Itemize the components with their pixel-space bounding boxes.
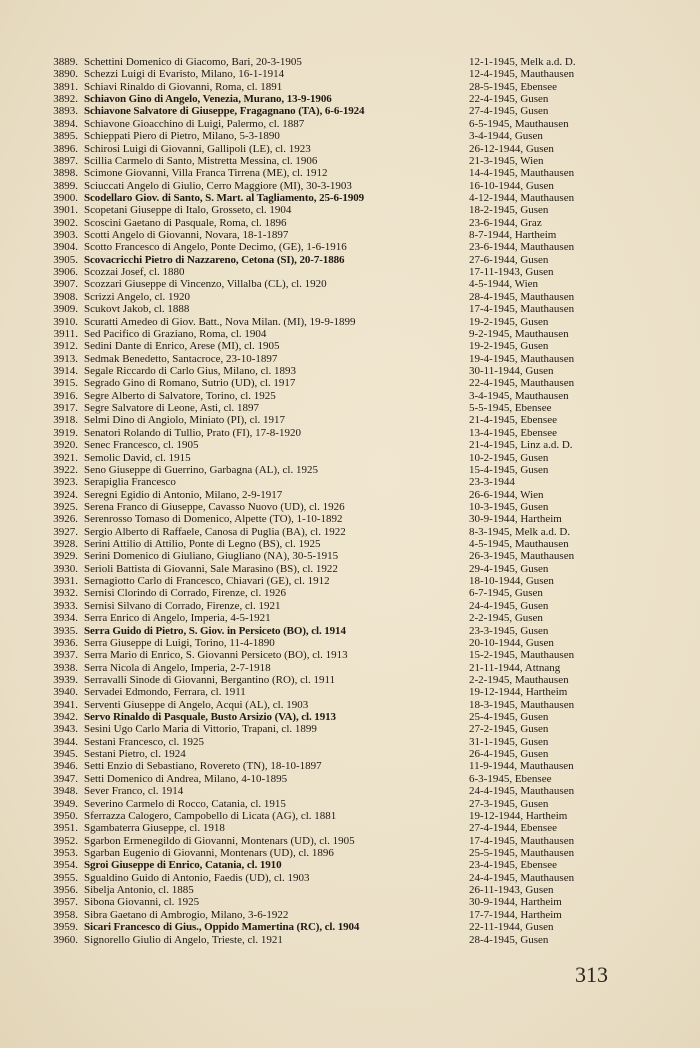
entry-death-date-place: 10-3-1945, Gusen bbox=[469, 500, 549, 513]
list-item bbox=[44, 798, 684, 810]
entry-description: Servadei Edmondo, Ferrara, cl. 1911 bbox=[84, 686, 246, 699]
entry-death-date-place: 30-9-1944, Hartheim bbox=[469, 896, 562, 909]
list-item bbox=[44, 662, 684, 674]
entry-description: Scillia Carmelo di Santo, Mistretta Messina, cl. 1906 bbox=[84, 154, 318, 167]
entry-number: 3900. bbox=[53, 191, 78, 204]
entry-number: 3957. bbox=[53, 896, 78, 909]
list-item bbox=[44, 278, 684, 290]
entry-number: 3931. bbox=[53, 575, 78, 588]
entry-description: Schezzi Luigi di Evaristo, Milano, 16-1-1914 bbox=[84, 68, 285, 81]
entry-description: Scopetani Giuseppe di Italo, Grosseto, cl. 1904 bbox=[84, 204, 292, 217]
list-item bbox=[44, 105, 684, 117]
list-item bbox=[44, 625, 684, 637]
entry-death-date-place: 23-3-1944 bbox=[469, 476, 515, 489]
entry-number: 3896. bbox=[53, 142, 78, 155]
list-item bbox=[44, 291, 684, 303]
list-item bbox=[44, 835, 684, 847]
entry-description: Servo Rinaldo di Pasquale, Busto Arsizio (VA), cl. 1913 bbox=[84, 711, 336, 724]
entry-description: Sergio Alberto di Raffaele, Canosa di Puglia (BA), cl. 1922 bbox=[84, 525, 346, 538]
entry-number: 3934. bbox=[53, 612, 78, 625]
entry-description: Segre Alberto di Salvatore, Torino, cl. 1925 bbox=[84, 389, 276, 402]
entry-death-date-place: 25-4-1945, Gusen bbox=[469, 711, 549, 724]
entry-description: Sestani Pietro, cl. 1924 bbox=[84, 748, 186, 761]
entry-description: Sernagiotto Carlo di Francesco, Chiavari (GE), cl. 1912 bbox=[84, 575, 330, 588]
entry-description: Sever Franco, cl. 1914 bbox=[84, 785, 184, 798]
list-item bbox=[44, 303, 684, 315]
entry-number: 3953. bbox=[53, 847, 78, 859]
entry-description: Serra Enrico di Angelo, Imperia, 4-5-1921 bbox=[84, 612, 271, 625]
entry-death-date-place: 27-6-1944, Gusen bbox=[469, 253, 549, 266]
entry-number: 3939. bbox=[53, 673, 78, 686]
list-item bbox=[44, 921, 684, 933]
entry-death-date-place: 19-2-1945, Gusen bbox=[469, 315, 549, 328]
entry-death-date-place: 27-3-1945, Gusen bbox=[469, 797, 549, 810]
entry-number: 3890. bbox=[53, 68, 78, 81]
entry-description: Serini Domenico di Giuliano, Giugliano (NA), 30-5-1915 bbox=[84, 550, 339, 563]
entry-description: Signorello Giulio di Angelo, Trieste, cl. 1921 bbox=[84, 933, 283, 946]
entry-death-date-place: 17-11-1943, Gusen bbox=[469, 266, 554, 279]
entry-death-date-place: 10-2-1945, Gusen bbox=[469, 451, 549, 464]
entry-description: Scukovt Jakob, cl. 1888 bbox=[84, 303, 190, 316]
list-item bbox=[44, 810, 684, 822]
entry-description: Scrizzi Angelo, cl. 1920 bbox=[84, 290, 191, 303]
entry-death-date-place: 5-5-1945, Ebensee bbox=[469, 402, 552, 415]
entry-description: Setti Domenico di Andrea, Milano, 4-10-1895 bbox=[84, 772, 288, 785]
entry-death-date-place: 26-6-1944, Wien bbox=[469, 488, 544, 501]
entry-death-date-place: 21-4-1945, Linz a.d. D. bbox=[469, 439, 573, 452]
entry-number: 3954. bbox=[53, 859, 78, 872]
list-item bbox=[44, 204, 684, 216]
list-item bbox=[44, 167, 684, 179]
entry-description: Sferrazza Calogero, Campobello di Licata (AG), cl. 1881 bbox=[84, 809, 337, 822]
entry-death-date-place: 15-4-1945, Gusen bbox=[469, 463, 549, 476]
entry-death-date-place: 6-7-1945, Gusen bbox=[469, 587, 543, 600]
entry-number: 3952. bbox=[53, 834, 78, 847]
list-item bbox=[44, 414, 684, 426]
entry-death-date-place: 15-2-1945, Mauthausen bbox=[469, 649, 575, 662]
entry-number: 3933. bbox=[53, 599, 78, 612]
entry-death-date-place: 27-4-1944, Ebensee bbox=[469, 822, 557, 835]
entry-number: 3946. bbox=[53, 760, 78, 773]
entry-number: 3932. bbox=[53, 587, 78, 600]
entry-death-date-place: 19-2-1945, Gusen bbox=[469, 340, 549, 353]
entry-description: Sed Pacifico di Graziano, Roma, cl. 1904 bbox=[84, 327, 267, 340]
entry-number: 3944. bbox=[53, 735, 78, 748]
entry-death-date-place: 31-1-1945, Gusen bbox=[469, 735, 549, 748]
entry-description: Schiavi Rinaldo di Giovanni, Roma, cl. 1891 bbox=[84, 80, 283, 93]
entry-number: 3894. bbox=[53, 117, 78, 130]
list-item bbox=[44, 266, 684, 278]
list-item bbox=[44, 464, 684, 476]
entry-number: 3922. bbox=[53, 463, 78, 476]
list-item bbox=[44, 711, 684, 723]
entry-number: 3906. bbox=[53, 266, 78, 279]
list-item bbox=[44, 612, 684, 624]
list-item bbox=[44, 587, 684, 599]
entry-death-date-place: 23-6-1944, Graz bbox=[469, 216, 542, 229]
list-item bbox=[44, 513, 684, 525]
entry-death-date-place: 4-12-1944, Mauthausen bbox=[469, 191, 575, 204]
list-item bbox=[44, 377, 684, 389]
entry-death-date-place: 12-4-1945, Mauthausen bbox=[469, 68, 575, 81]
list-item bbox=[44, 93, 684, 105]
entry-number: 3941. bbox=[53, 698, 78, 711]
list-item bbox=[44, 550, 684, 562]
entry-description: Sestani Francesco, cl. 1925 bbox=[84, 735, 205, 748]
entry-number: 3903. bbox=[53, 229, 78, 242]
entry-number: 3921. bbox=[53, 451, 78, 464]
list-item bbox=[44, 501, 684, 513]
list-item bbox=[44, 439, 684, 451]
list-item bbox=[44, 143, 684, 155]
entry-number: 3918. bbox=[53, 414, 78, 427]
list-item bbox=[44, 723, 684, 735]
entry-death-date-place: 30-11-1944, Gusen bbox=[469, 364, 554, 377]
entry-death-date-place: 2-2-1945, Mauthausen bbox=[469, 673, 569, 686]
list-item bbox=[44, 563, 684, 575]
entry-number: 3911. bbox=[53, 327, 78, 340]
entry-description: Serra Guido di Pietro, S. Giov. in Persiceto (BO), cl. 1914 bbox=[84, 624, 346, 637]
entry-description: Schirosi Luigi di Giovanni, Gallipoli (LE), cl. 1923 bbox=[84, 142, 311, 155]
list-item bbox=[44, 365, 684, 377]
entry-description: Serravalli Sinode di Giovanni, Bergantino (RO), cl. 1911 bbox=[84, 673, 336, 686]
entry-number: 3948. bbox=[53, 785, 78, 798]
entry-number: 3945. bbox=[53, 748, 78, 761]
list-item bbox=[44, 489, 684, 501]
list-item bbox=[44, 822, 684, 834]
entry-number: 3956. bbox=[53, 884, 78, 897]
entry-number: 3949. bbox=[53, 797, 78, 810]
list-item bbox=[44, 155, 684, 167]
entry-death-date-place: 19-12-1944, Hartheim bbox=[469, 686, 568, 699]
entry-description: Schieppati Piero di Pietro, Milano, 5-3-1890 bbox=[84, 130, 280, 143]
entry-description: Sgualdino Guido di Antonio, Faedis (UD), cl. 1903 bbox=[84, 871, 310, 884]
entry-death-date-place: 18-3-1945, Mauthausen bbox=[469, 698, 575, 711]
entry-description: Scoscini Gaetano di Pasquale, Roma, cl. 1896 bbox=[84, 216, 287, 229]
entry-death-date-place: 26-11-1943, Gusen bbox=[469, 884, 554, 897]
entry-death-date-place: 20-10-1944, Gusen bbox=[469, 636, 554, 649]
entry-death-date-place: 22-4-1945, Gusen bbox=[469, 93, 549, 106]
entry-description: Segale Riccardo di Carlo Gius, Milano, cl. 1893 bbox=[84, 364, 297, 377]
entry-description: Sicari Francesco di Gius., Oppido Mamertina (RC), cl. 1904 bbox=[84, 921, 360, 934]
entry-death-date-place: 24-4-1945, Mauthausen bbox=[469, 871, 575, 884]
entry-description: Senec Francesco, cl. 1905 bbox=[84, 439, 199, 452]
entry-description: Serra Giuseppe di Luigi, Torino, 11-4-1890 bbox=[84, 636, 275, 649]
entry-description: Schettini Domenico di Giacomo, Bari, 20-3-1905 bbox=[84, 56, 302, 68]
entry-death-date-place: 16-10-1944, Gusen bbox=[469, 179, 554, 192]
entry-number: 3936. bbox=[53, 636, 78, 649]
entry-number: 3913. bbox=[53, 352, 78, 365]
entry-description: Setti Enzio di Sebastiano, Rovereto (TN), 18-10-1897 bbox=[84, 760, 322, 773]
list-item bbox=[44, 81, 684, 93]
entry-death-date-place: 17-4-1945, Mauthausen bbox=[469, 303, 575, 316]
entry-description: Scodellaro Giov. di Santo, S. Mart. al Tagliamento, 25-6-1909 bbox=[84, 191, 365, 204]
entry-description: Serra Mario di Enrico, S. Giovanni Persiceto (BO), cl. 1913 bbox=[84, 649, 348, 662]
entry-description: Selmi Dino di Angiolo, Miniato (PI), cl. 1917 bbox=[84, 414, 286, 427]
list-item bbox=[44, 229, 684, 241]
entry-death-date-place: 13-4-1945, Ebensee bbox=[469, 426, 557, 439]
page-number: 313 bbox=[575, 962, 608, 987]
entry-number: 3930. bbox=[53, 562, 78, 575]
list-item bbox=[44, 909, 684, 921]
entry-description: Serini Attilio di Attilio, Ponte di Legno (BS), cl. 1925 bbox=[84, 538, 321, 551]
entry-death-date-place: 6-5-1945, Mauthausen bbox=[469, 117, 569, 130]
entry-description: Sibelja Antonio, cl. 1885 bbox=[84, 884, 194, 897]
list-item bbox=[44, 872, 684, 884]
list-item bbox=[44, 68, 684, 80]
entry-number: 3960. bbox=[53, 933, 78, 946]
entry-death-date-place: 6-3-1945, Ebensee bbox=[469, 772, 552, 785]
entry-number: 3938. bbox=[53, 661, 78, 674]
entry-death-date-place: 27-4-1945, Gusen bbox=[469, 105, 549, 118]
list-item bbox=[44, 736, 684, 748]
list-item bbox=[44, 884, 684, 896]
entry-death-date-place: 12-1-1945, Melk a.d. D. bbox=[469, 56, 576, 68]
entry-death-date-place: 23-3-1945, Gusen bbox=[469, 624, 549, 637]
list-item bbox=[44, 476, 684, 488]
entry-number: 3919. bbox=[53, 426, 78, 439]
entry-death-date-place: 30-9-1944, Hartheim bbox=[469, 513, 562, 526]
entry-death-date-place: 19-12-1944, Hartheim bbox=[469, 809, 568, 822]
list-item bbox=[44, 56, 684, 68]
list-item bbox=[44, 686, 684, 698]
list-item bbox=[44, 896, 684, 908]
list-item bbox=[44, 538, 684, 550]
entry-description: Scuratti Amedeo di Giov. Batt., Nova Milan. (MI), 19-9-1899 bbox=[84, 315, 356, 328]
entry-description: Segrado Gino di Romano, Sutrio (UD), cl. 1917 bbox=[84, 377, 296, 390]
entry-number: 3908. bbox=[53, 290, 78, 303]
entry-number: 3892. bbox=[53, 93, 78, 106]
entry-number: 3897. bbox=[53, 154, 78, 167]
entry-description: Serena Franco di Giuseppe, Cavasso Nuovo (UD), cl. 1926 bbox=[84, 500, 345, 513]
list-item bbox=[44, 241, 684, 253]
entry-description: Scotto Francesco di Angelo, Ponte Decimo, (GE), 1-6-1916 bbox=[84, 241, 347, 254]
entry-death-date-place: 18-2-1945, Gusen bbox=[469, 204, 549, 217]
entry-number: 3929. bbox=[53, 550, 78, 563]
entry-description: Seno Giuseppe di Guerrino, Garbagna (AL), cl. 1925 bbox=[84, 463, 318, 476]
entry-description: Serventi Giuseppe di Angelo, Acqui (AL), cl. 1903 bbox=[84, 698, 309, 711]
list-item bbox=[44, 353, 684, 365]
entry-number: 3917. bbox=[53, 402, 78, 415]
entry-description: Sernisi Clorindo di Corrado, Firenze, cl. 1926 bbox=[84, 587, 286, 600]
entry-death-date-place: 4-5-1944, Wien bbox=[469, 278, 539, 291]
entry-number: 3904. bbox=[53, 241, 78, 254]
entry-number: 3920. bbox=[53, 439, 78, 452]
entry-number: 3925. bbox=[53, 500, 78, 513]
entry-description: Scotti Angelo di Giovanni, Novara, 18-1-1897 bbox=[84, 229, 289, 242]
list-item bbox=[44, 847, 684, 859]
list-item bbox=[44, 526, 684, 538]
entry-number: 3891. bbox=[53, 80, 78, 93]
entry-description: Scozzari Giuseppe di Vincenzo, Villalba (CL), cl. 1920 bbox=[84, 278, 327, 291]
list-item bbox=[44, 180, 684, 192]
entry-description: Serenrosso Tomaso di Domenico, Alpette (TO), 1-10-1892 bbox=[84, 513, 343, 526]
entry-description: Seregni Egidio di Antonio, Milano, 2-9-1917 bbox=[84, 488, 283, 501]
list-item bbox=[44, 390, 684, 402]
entry-number: 3895. bbox=[53, 130, 78, 143]
entry-description: Scimone Giovanni, Villa Franca Tirrena (ME), cl. 1912 bbox=[84, 167, 328, 180]
entry-death-date-place: 17-4-1945, Mauthausen bbox=[469, 834, 575, 847]
list-item bbox=[44, 118, 684, 130]
list-item bbox=[44, 316, 684, 328]
entry-number: 3907. bbox=[53, 278, 78, 291]
entry-list bbox=[44, 56, 684, 946]
entry-number: 3943. bbox=[53, 723, 78, 736]
entry-number: 3951. bbox=[53, 822, 78, 835]
entry-description: Severino Carmelo di Rocco, Catania, cl. 1915 bbox=[84, 797, 286, 810]
list-item bbox=[44, 637, 684, 649]
list-item bbox=[44, 130, 684, 142]
entry-number: 3923. bbox=[53, 476, 78, 489]
entry-number: 3924. bbox=[53, 488, 78, 501]
entry-death-date-place: 22-4-1945, Mauthausen bbox=[469, 377, 575, 390]
entry-number: 3915. bbox=[53, 377, 78, 390]
entry-death-date-place: 29-4-1945, Gusen bbox=[469, 562, 549, 575]
list-item bbox=[44, 674, 684, 686]
entry-description: Sesini Ugo Carlo Maria di Vittorio, Trapani, cl. 1899 bbox=[84, 723, 317, 736]
entry-number: 3912. bbox=[53, 340, 78, 353]
entry-number: 3889. bbox=[53, 56, 78, 68]
entry-death-date-place: 8-7-1944, Hartheim bbox=[469, 229, 557, 242]
entry-description: Sibra Gaetano di Ambrogio, Milano, 3-6-1922 bbox=[84, 908, 289, 921]
entry-description: Sgarban Eugenio di Giovanni, Montenars (UD), cl. 1896 bbox=[84, 847, 334, 859]
list-item bbox=[44, 452, 684, 464]
list-item bbox=[44, 773, 684, 785]
entry-description: Sedini Dante di Enrico, Arese (MI), cl. 1905 bbox=[84, 340, 280, 353]
entry-number: 3902. bbox=[53, 216, 78, 229]
entry-death-date-place: 19-4-1945, Mauthausen bbox=[469, 352, 575, 365]
entry-death-date-place: 28-5-1945, Ebensee bbox=[469, 80, 557, 93]
entry-number: 3914. bbox=[53, 364, 78, 377]
entry-death-date-place: 9-2-1945, Mauthausen bbox=[469, 327, 569, 340]
entry-death-date-place: 14-4-1945, Mauthausen bbox=[469, 167, 575, 180]
entry-number: 3901. bbox=[53, 204, 78, 217]
list-item bbox=[44, 748, 684, 760]
entry-death-date-place: 27-2-1945, Gusen bbox=[469, 723, 549, 736]
entry-description: Sgroi Giuseppe di Enrico, Catania, cl. 1910 bbox=[84, 859, 282, 872]
entry-death-date-place: 28-4-1945, Gusen bbox=[469, 933, 549, 946]
entry-description: Segre Salvatore di Leone, Asti, cl. 1897 bbox=[84, 402, 260, 415]
entry-death-date-place: 26-4-1945, Gusen bbox=[469, 748, 549, 761]
entry-death-date-place: 18-10-1944, Gusen bbox=[469, 575, 554, 588]
entry-number: 3942. bbox=[53, 711, 78, 724]
entry-death-date-place: 3-4-1944, Gusen bbox=[469, 130, 543, 143]
list-item bbox=[44, 934, 684, 946]
entry-death-date-place: 26-12-1944, Gusen bbox=[469, 142, 554, 155]
list-item bbox=[44, 699, 684, 711]
entry-number: 3947. bbox=[53, 772, 78, 785]
entry-description: Sgambaterra Giuseppe, cl. 1918 bbox=[84, 822, 225, 835]
entry-number: 3937. bbox=[53, 649, 78, 662]
entry-number: 3926. bbox=[53, 513, 78, 526]
entry-description: Sernisi Silvano di Corrado, Firenze, cl. 1921 bbox=[84, 599, 281, 612]
entry-number: 3927. bbox=[53, 525, 78, 538]
entry-number: 3955. bbox=[53, 871, 78, 884]
entry-death-date-place: 3-4-1945, Mauthausen bbox=[469, 389, 569, 402]
entry-death-date-place: 8-3-1945, Melk a.d. D. bbox=[469, 525, 571, 538]
list-item bbox=[44, 340, 684, 352]
entry-description: Scozzai Josef, cl. 1880 bbox=[84, 266, 185, 279]
entry-number: 3898. bbox=[53, 167, 78, 180]
entry-number: 3935. bbox=[53, 624, 78, 637]
entry-death-date-place: 23-4-1945, Ebensee bbox=[469, 859, 557, 872]
entry-number: 3958. bbox=[53, 908, 78, 921]
entry-description: Semolic David, cl. 1915 bbox=[84, 451, 191, 464]
entry-description: Sciuccati Angelo di Giulio, Cerro Maggiore (MI), 30-3-1903 bbox=[84, 179, 352, 192]
list-item bbox=[44, 402, 684, 414]
entry-death-date-place: 28-4-1945, Mauthausen bbox=[469, 290, 575, 303]
list-item bbox=[44, 192, 684, 204]
entry-number: 3928. bbox=[53, 538, 78, 551]
list-item bbox=[44, 785, 684, 797]
entry-description: Serra Nicola di Angelo, Imperia, 2-7-1918 bbox=[84, 661, 271, 674]
entry-death-date-place: 4-5-1945, Mauthausen bbox=[469, 538, 569, 551]
entry-death-date-place: 26-3-1945, Mauthausen bbox=[469, 550, 575, 563]
entry-number: 3893. bbox=[53, 105, 78, 118]
list-item bbox=[44, 254, 684, 266]
list-item bbox=[44, 649, 684, 661]
entry-number: 3905. bbox=[53, 253, 78, 266]
entry-death-date-place: 24-4-1945, Gusen bbox=[469, 599, 549, 612]
list-item bbox=[44, 600, 684, 612]
entry-number: 3909. bbox=[53, 303, 78, 316]
entry-number: 3959. bbox=[53, 921, 78, 934]
list-item bbox=[44, 328, 684, 340]
entry-death-date-place: 23-6-1944, Mauthausen bbox=[469, 241, 575, 254]
list-item bbox=[44, 217, 684, 229]
entry-number: 3910. bbox=[53, 315, 78, 328]
list-item bbox=[44, 859, 684, 871]
entry-description: Serapiglia Francesco bbox=[84, 476, 176, 489]
entry-death-date-place: 21-3-1945, Wien bbox=[469, 154, 544, 167]
entry-description: Senatori Rolando di Tullio, Prato (FI), 17-8-1920 bbox=[84, 426, 301, 439]
list-item bbox=[44, 760, 684, 772]
entry-description: Sgarbon Ermenegildo di Giovanni, Montenars (UD), cl. 1905 bbox=[84, 834, 355, 847]
entry-death-date-place: 2-2-1945, Gusen bbox=[469, 612, 543, 625]
entry-description: Serioli Battista di Giovanni, Sale Marasino (BS), cl. 1922 bbox=[84, 562, 338, 575]
list-item bbox=[44, 575, 684, 587]
entry-description: Schiavon Gino di Angelo, Venezia, Murano, 13-9-1906 bbox=[84, 93, 332, 106]
entry-description: Sibona Giovanni, cl. 1925 bbox=[84, 896, 200, 909]
entry-number: 3940. bbox=[53, 686, 78, 699]
entry-death-date-place: 24-4-1945, Mauthausen bbox=[469, 785, 575, 798]
entry-death-date-place: 22-11-1944, Gusen bbox=[469, 921, 554, 934]
entry-number: 3950. bbox=[53, 809, 78, 822]
entry-death-date-place: 25-5-1945, Mauthausen bbox=[469, 847, 575, 859]
entry-number: 3899. bbox=[53, 179, 78, 192]
entry-death-date-place: 21-11-1944, Attnang bbox=[469, 661, 561, 674]
entry-description: Schiavone Salvatore di Giuseppe, Fragagnano (TA), 6-6-1924 bbox=[84, 105, 365, 118]
entry-description: Sedmak Benedetto, Santacroce, 23-10-1897 bbox=[84, 352, 278, 365]
entry-description: Scovacricchi Pietro di Nazzareno, Cetona (SI), 20-7-1886 bbox=[84, 253, 345, 266]
entry-number: 3916. bbox=[53, 389, 78, 402]
list-item bbox=[44, 427, 684, 439]
entry-death-date-place: 11-9-1944, Mauthausen bbox=[469, 760, 574, 773]
entry-description: Schiavone Gioacchino di Luigi, Palermo, cl. 1887 bbox=[84, 117, 305, 130]
entry-death-date-place: 17-7-1944, Hartheim bbox=[469, 908, 562, 921]
entry-death-date-place: 21-4-1945, Ebensee bbox=[469, 414, 557, 427]
